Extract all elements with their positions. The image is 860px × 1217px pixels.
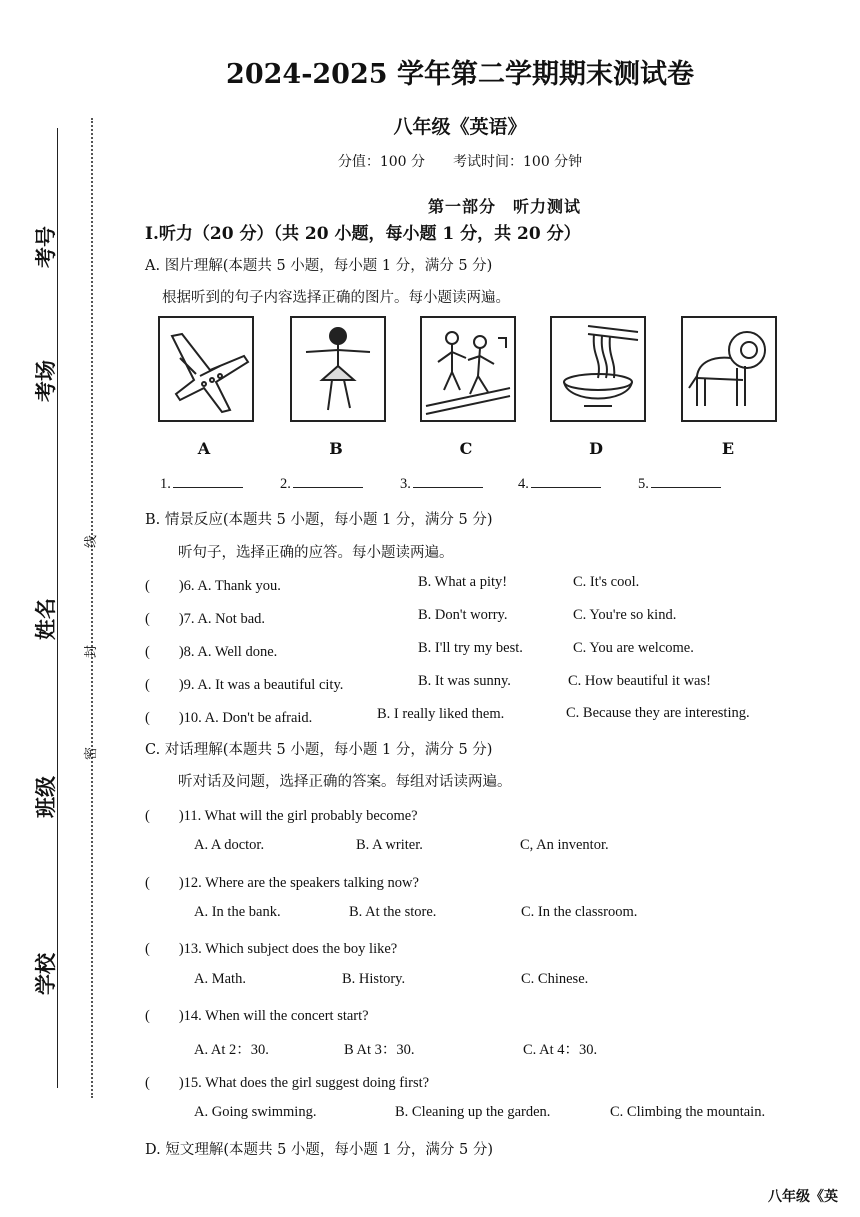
- question-8: ( )8. A. Well done.: [145, 644, 278, 660]
- side-label-exam-room: 考场: [33, 360, 58, 402]
- footer-grade-label: 八年级《英: [768, 1189, 838, 1205]
- question-12-option-a: A. In the bank.: [194, 904, 281, 920]
- people-walking-icon: [422, 318, 514, 420]
- question-15-option-a: A. Going swimming.: [194, 1104, 317, 1120]
- question-14: ( )14. When will the concert start?: [145, 1008, 369, 1024]
- picture-letter-e: E: [721, 439, 735, 458]
- side-label-exam-no: 考号: [33, 226, 58, 268]
- question-14-option-b: B At 3：30.: [344, 1042, 415, 1058]
- side-label-class: 班级: [33, 776, 58, 818]
- picture-a: [158, 316, 254, 422]
- section-A-header: A. 图片理解(本题共 5 小题，每小题 1 分，满分 5 分): [145, 258, 493, 274]
- lion-icon: [683, 318, 775, 420]
- answer-blank-number: 1.: [160, 476, 171, 492]
- page-title: 2024-2025 学年第二学期期末测试卷: [226, 59, 694, 90]
- section-B-instruction: 听句子，选择正确的应答。每小题读两遍。: [178, 545, 454, 561]
- page-subtitle: 八年级《英语》: [393, 116, 527, 138]
- part-one-heading: 第一部分 听力测试: [428, 197, 582, 216]
- answer-blank-number: 3.: [400, 476, 411, 492]
- question-12-option-b: B. At the store.: [349, 904, 437, 920]
- question-9-option-b: B. It was sunny.: [418, 673, 511, 689]
- airplane-icon: [160, 318, 252, 420]
- picture-letter-a: A: [197, 439, 211, 458]
- noodle-bowl-icon: [552, 318, 644, 420]
- answer-blank-number: 4.: [518, 476, 529, 492]
- answer-blank-1[interactable]: [160, 476, 243, 493]
- question-6-option-b: B. What a pity!: [418, 574, 508, 590]
- question-9: ( )9. A. It was a beautiful city.: [145, 677, 344, 693]
- ballet-dancer-icon: [292, 318, 384, 420]
- question-15-option-c: C. Climbing the mountain.: [610, 1104, 766, 1120]
- question-8-option-b: B. I'll try my best.: [418, 640, 523, 656]
- question-11: ( )11. What will the girl probably become?: [145, 808, 418, 824]
- question-7-option-b: B. Don't worry.: [418, 607, 508, 623]
- section-B-header: B. 情景反应(本题共 5 小题，每小题 1 分，满分 5 分): [145, 512, 493, 528]
- section-I-heading: Ⅰ.听力（20 分）（共 20 小题，每小题 1 分，共 20 分）: [145, 224, 581, 244]
- seal-mark-line: 线: [84, 534, 99, 548]
- question-6: ( )6. A. Thank you.: [145, 578, 281, 594]
- question-6-option-c: C. It's cool.: [573, 574, 640, 590]
- answer-blank-5[interactable]: [638, 476, 721, 493]
- side-label-school: 学校: [33, 953, 58, 995]
- question-11-option-c: C, An inventor.: [520, 837, 609, 853]
- seal-mark-seal: 封: [84, 644, 99, 658]
- answer-blank-number: 2.: [280, 476, 291, 492]
- question-13-option-a: A. Math.: [194, 971, 246, 987]
- seal-mark-secret: 密: [84, 746, 99, 760]
- question-14-option-c: C. At 4：30.: [523, 1042, 598, 1058]
- question-9-option-c: C. How beautiful it was!: [568, 673, 711, 689]
- picture-e: [681, 316, 777, 422]
- answer-blank-number: 5.: [638, 476, 649, 492]
- picture-letter-c: C: [459, 439, 473, 458]
- question-7-option-c: C. You're so kind.: [573, 607, 677, 623]
- answer-blank-4[interactable]: [518, 476, 601, 493]
- picture-c: [420, 316, 516, 422]
- question-12: ( )12. Where are the speakers talking now?: [145, 875, 419, 891]
- question-7: ( )7. A. Not bad.: [145, 611, 266, 627]
- question-13: ( )13. Which subject does the boy like?: [145, 941, 398, 957]
- question-12-option-c: C. In the classroom.: [521, 904, 638, 920]
- side-label-name: 姓名: [33, 598, 58, 640]
- question-10: ( )10. A. Don't be afraid.: [145, 710, 313, 726]
- picture-d: [550, 316, 646, 422]
- picture-letter-b: B: [329, 439, 343, 458]
- answer-blank-2[interactable]: [280, 476, 363, 493]
- question-10-option-b: B. I really liked them.: [377, 706, 505, 722]
- section-C-header: C. 对话理解(本题共 5 小题，每小题 1 分，满分 5 分): [145, 742, 493, 758]
- question-11-option-a: A. A doctor.: [194, 837, 265, 853]
- question-14-option-a: A. At 2：30.: [194, 1042, 269, 1058]
- section-C-instruction: 听对话及问题，选择正确的答案。每组对话读两遍。: [178, 774, 512, 790]
- exam-meta: 分值：100 分 考试时间：100 分钟: [337, 154, 583, 170]
- question-15: ( )15. What does the girl suggest doing first?: [145, 1075, 430, 1091]
- section-D-header: D. 短文理解(本题共 5 小题，每小题 1 分，满分 5 分): [145, 1142, 493, 1158]
- section-A-instruction: 根据听到的句子内容选择正确的图片。每小题读两遍。: [162, 290, 510, 306]
- binding-dotted-line: [91, 118, 93, 1098]
- picture-b: [290, 316, 386, 422]
- question-13-option-b: B. History.: [342, 971, 406, 987]
- question-8-option-c: C. You are welcome.: [573, 640, 694, 656]
- question-10-option-c: C. Because they are interesting.: [566, 705, 750, 721]
- question-15-option-b: B. Cleaning up the garden.: [395, 1104, 551, 1120]
- picture-letter-d: D: [589, 439, 603, 458]
- answer-blank-3[interactable]: [400, 476, 483, 493]
- question-13-option-c: C. Chinese.: [521, 971, 589, 987]
- question-11-option-b: B. A writer.: [356, 837, 423, 853]
